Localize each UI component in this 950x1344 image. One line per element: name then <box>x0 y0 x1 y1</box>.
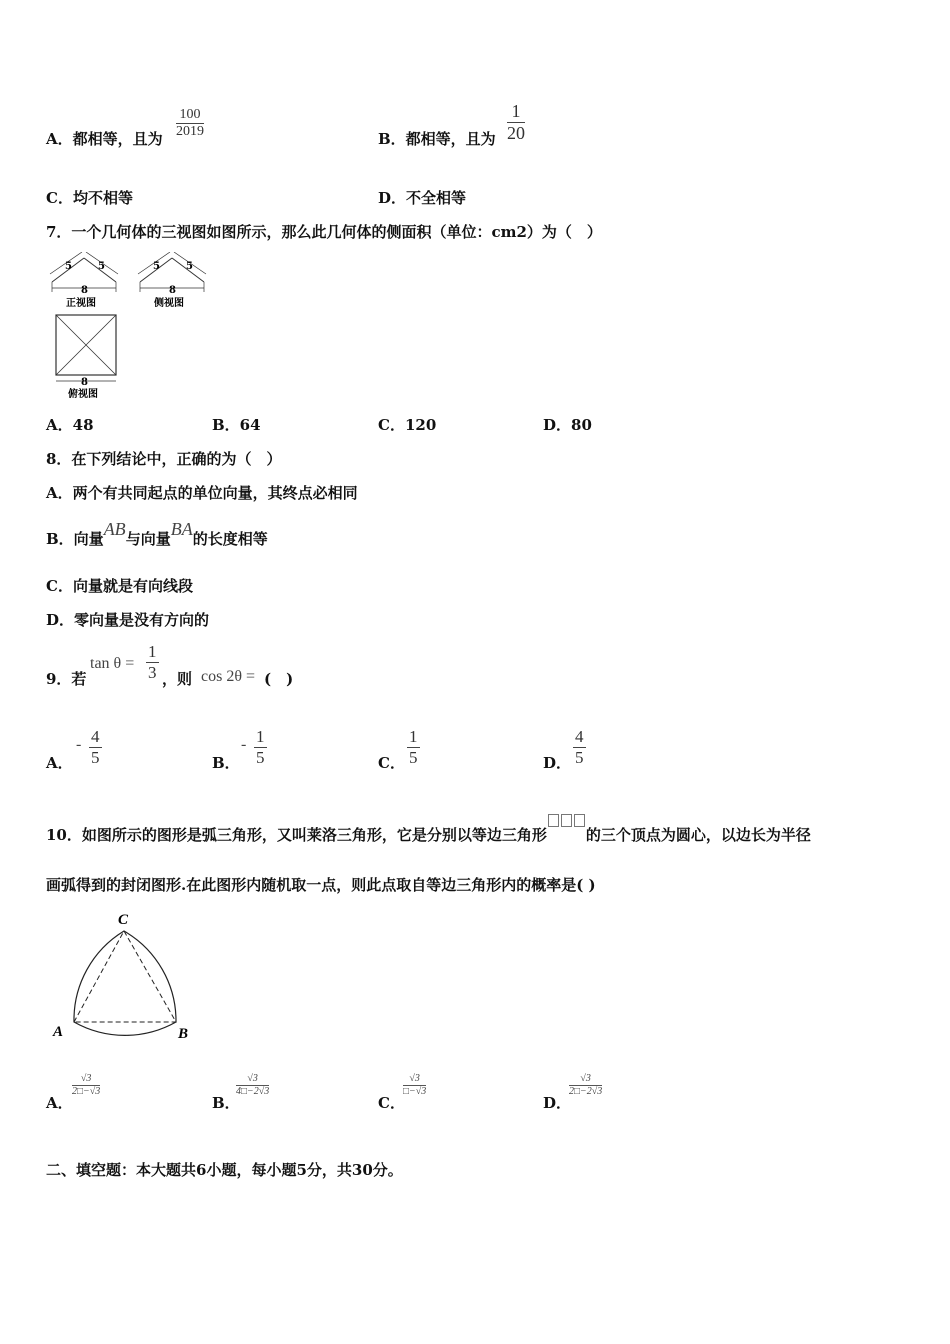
section-2-heading: 二、填空题：本大题共6小题，每小题5分，共30分。 <box>46 1161 403 1179</box>
vertex-a: A <box>53 1024 64 1040</box>
q10-option-a-label: A． <box>46 1094 73 1112</box>
q7-option-a: A．48 <box>46 416 94 434</box>
front-dim-8: 8 <box>81 285 88 296</box>
missing-symbol-placeholder <box>547 816 586 834</box>
vertex-b: B <box>178 1026 189 1042</box>
q6-option-a-fraction: $\frac{100}{2019}$ <box>176 107 204 140</box>
q8-option-d: D．零向量是没有方向的 <box>46 611 210 629</box>
q9-option-c-fraction: $\frac{1}{5}$ <box>409 727 418 767</box>
q10-option-c-fraction: $\frac{√3}{□-√3}$ <box>403 1073 427 1097</box>
q7-stem: 7．一个几何体的三视图如图所示，那么此几何体的侧面积（单位：cm2）为（ ） <box>46 223 602 241</box>
q10-option-c-label: C． <box>378 1094 405 1112</box>
reuleaux-triangle-figure <box>50 908 200 1043</box>
q10-option-d-label: D． <box>543 1094 572 1112</box>
q6-option-b-fraction: $\frac{1}{20}$ <box>507 101 525 143</box>
q7-option-c: C．120 <box>378 416 437 434</box>
q6-option-d: D．不全相等 <box>378 189 467 207</box>
q9-fraction: $\frac{1}{3}$ <box>148 642 157 682</box>
q9-option-b-fraction: $\frac{1}{5}$ <box>256 727 265 767</box>
q9-option-d-fraction: $\frac{4}{5}$ <box>575 727 584 767</box>
q10-line1: 10．如图所示的图形是弧三角形，又叫莱洛三角形，它是分别以等边三角形 的三个顶点为圆心，以边长为半径 <box>46 824 811 845</box>
front-dim-5b: 5 <box>98 261 105 272</box>
q10-option-a-fraction: $\frac{√3}{2□-√3}$ <box>72 1073 101 1097</box>
q10-option-d-fraction: $\frac{√3}{2□-2√3}$ <box>569 1073 603 1097</box>
q9-tan: tan θ = <box>90 655 135 672</box>
q7-option-d: D．80 <box>543 416 592 434</box>
vector-ba: BA <box>170 519 193 539</box>
q6-option-a: A．都相等，且为 <box>46 130 163 148</box>
side-dim-5a: 5 <box>153 261 160 272</box>
top-view-label: 俯视图 <box>68 389 98 400</box>
top-dim-8: 8 <box>81 377 88 388</box>
q9-option-d-label: D． <box>543 754 572 772</box>
q6-option-c: C．均不相等 <box>46 189 133 207</box>
q9-cos: cos 2θ = <box>201 668 256 685</box>
q8-option-b: B．向量AB与向量BA的长度相等 <box>46 519 268 548</box>
equilateral-triangle <box>74 931 176 1022</box>
front-dim-5a: 5 <box>65 261 72 272</box>
q9-option-c-label: C． <box>378 754 405 772</box>
q9-stem-pre: 9．若 <box>46 670 87 688</box>
reuleaux-arcs <box>74 931 176 1035</box>
q9-option-a-sign: - <box>76 736 82 753</box>
q9-option-a-fraction: $\frac{4}{5}$ <box>91 727 100 767</box>
q6-option-b: B．都相等，且为 <box>378 130 496 148</box>
front-view-label: 正视图 <box>66 298 96 309</box>
q7-option-b: B．64 <box>212 416 261 434</box>
vertex-c: C <box>118 912 129 928</box>
q10-line2: 画弧得到的封闭图形.在此图形内随机取一点，则此点取自等边三角形内的概率是( ) <box>46 876 596 894</box>
q9-option-b-label: B． <box>212 754 240 772</box>
q7-three-view-figure <box>44 252 224 402</box>
side-dim-8: 8 <box>169 285 176 296</box>
top-view <box>56 315 116 381</box>
q10-option-b-label: B． <box>212 1094 240 1112</box>
q8-stem: 8．在下列结论中，正确的为（ ） <box>46 450 282 468</box>
q9-option-a-label: A． <box>46 754 73 772</box>
side-dim-5b: 5 <box>186 261 193 272</box>
side-view-label: 侧视图 <box>154 298 184 309</box>
q10-option-b-fraction: $\frac{√3}{4□-2√3}$ <box>236 1073 270 1097</box>
q9-mid: ，则 <box>162 670 193 688</box>
q9-option-b-sign: - <box>241 736 247 753</box>
q8-option-a: A．两个有共同起点的单位向量，其终点必相同 <box>46 484 358 502</box>
q8-option-c: C．向量就是有向线段 <box>46 577 193 595</box>
vector-ab: AB <box>103 519 126 539</box>
q9-post: ( ) <box>264 670 294 688</box>
